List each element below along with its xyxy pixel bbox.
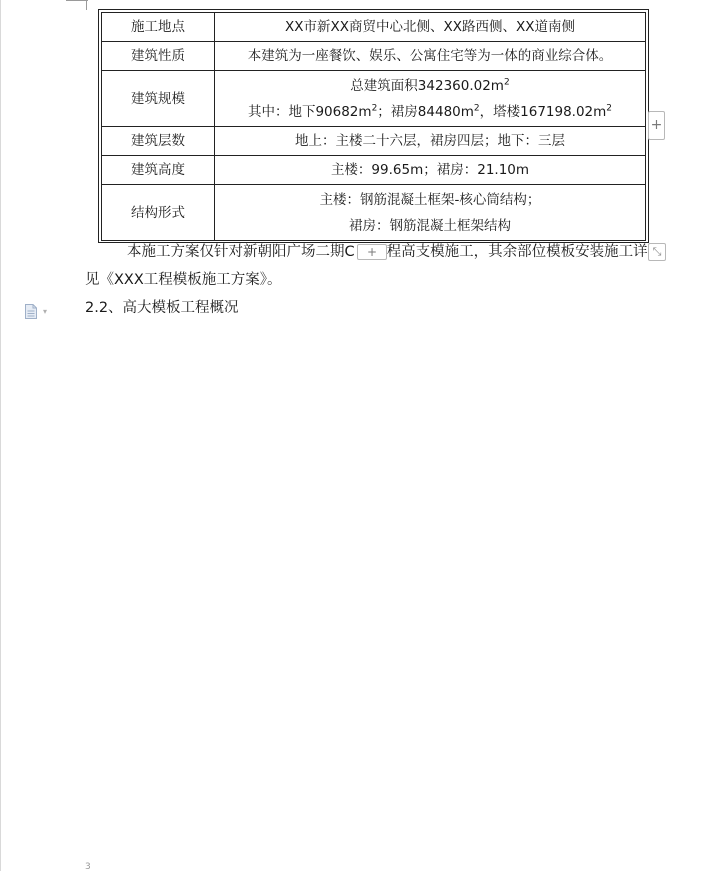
table-label-cell: 建筑性质 — [102, 42, 215, 71]
structure-main-line: 主楼：钢筋混凝土框架-核心筒结构； — [319, 191, 541, 208]
section-heading: 2.2、高大模板工程概况 — [85, 300, 239, 316]
table-label-cell: 建筑高度 — [102, 156, 215, 185]
table-value-cell — [215, 71, 646, 127]
table-resize-icon[interactable]: ⤡ — [648, 243, 666, 261]
page-number: 3 — [85, 862, 91, 872]
table-label-cell: 建筑层数 — [102, 127, 215, 156]
table-value-cell — [215, 185, 646, 241]
add-row-button[interactable]: + — [357, 244, 387, 260]
table-label-cell: 结构形式 — [102, 185, 215, 241]
scale-breakdown-line: 其中：地下$90682m^2$；裙房$84480m^2$，塔楼$167198.02m^2$ — [247, 103, 613, 120]
table-row — [102, 71, 646, 127]
project-info-table — [101, 12, 646, 241]
add-column-button[interactable]: + — [648, 111, 665, 140]
table-row — [102, 185, 646, 241]
page-edge — [0, 0, 1, 871]
table-row — [102, 156, 646, 185]
table-label-cell: 施工地点 — [102, 13, 215, 42]
table-row — [102, 42, 646, 71]
body-paragraph-line-2: 见《XXX工程模板施工方案》。 — [85, 272, 282, 288]
table-row — [102, 127, 646, 156]
table-label-cell: 建筑规模 — [102, 71, 215, 127]
table-value-cell: 地上：主楼二十六层，裙房四层；地下：三层 — [215, 127, 646, 156]
table-row — [102, 13, 646, 42]
chevron-down-icon[interactable]: ▾ — [43, 307, 48, 316]
top-margin-rule — [66, 0, 88, 1]
table-value-cell: 本建筑为一座餐饮、娱乐、公寓住宅等为一体的商业综合体。 — [215, 42, 646, 71]
document-icon[interactable] — [25, 304, 37, 319]
scale-total-line: 总建筑面积$342360.02m^2$ — [350, 77, 510, 94]
structure-podium-line: 裙房：钢筋混凝土框架结构 — [349, 217, 511, 234]
top-margin-corner — [86, 0, 87, 10]
table-value-cell: 主楼：99.65m；裙房：21.10m — [215, 156, 646, 185]
body-paragraph-line-1: 本施工方案仅针对新朝阳广场二期C 程高支模施工，其余部位模板安装施工详 — [127, 244, 648, 260]
table-value-cell: XX市新XX商贸中心北侧、XX路西侧、XX道南侧 — [215, 13, 646, 42]
